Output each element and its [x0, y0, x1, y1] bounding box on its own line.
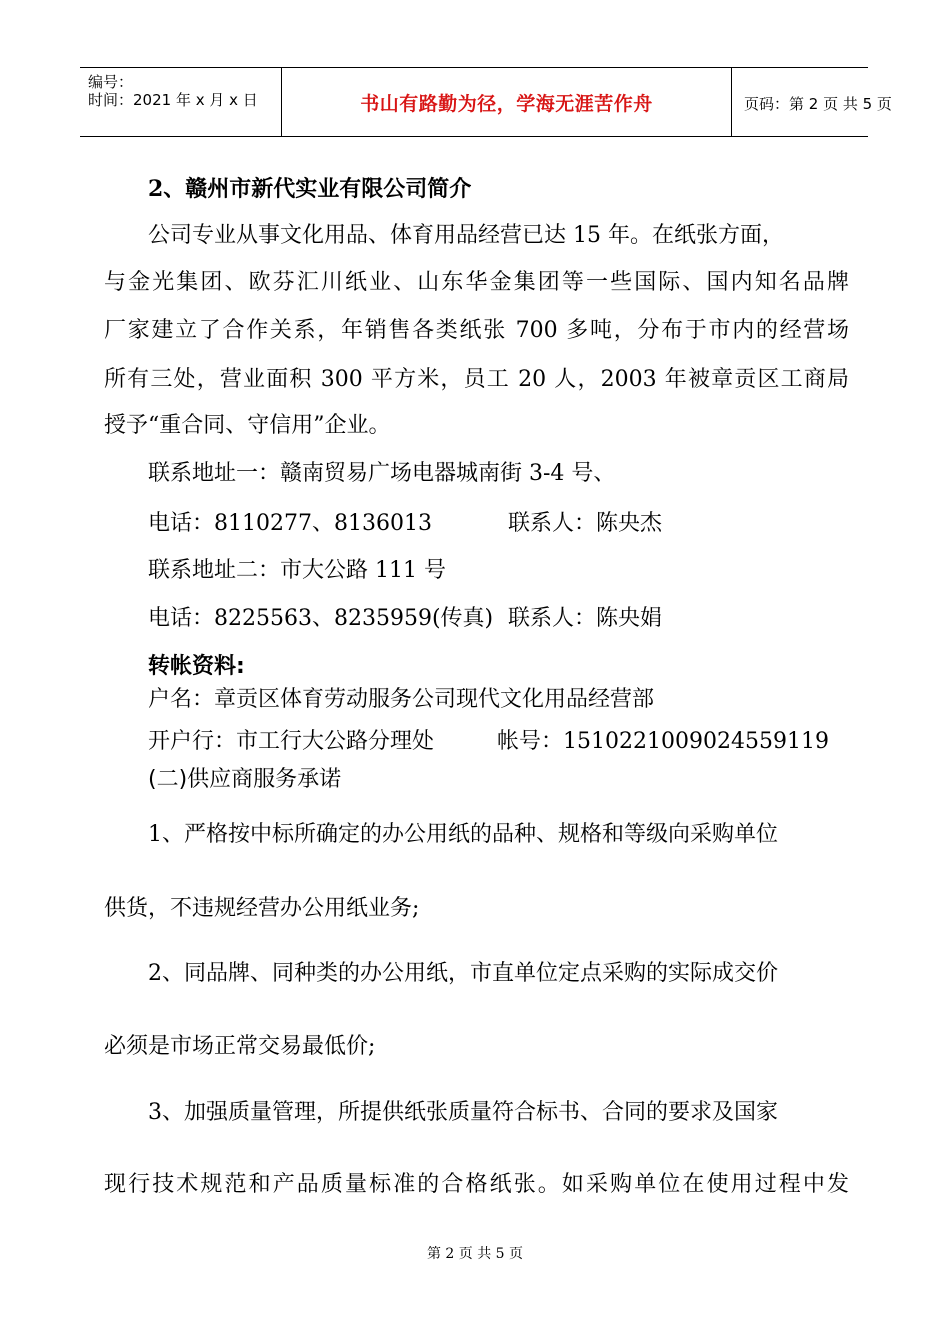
promise-line-5: 3、加强质量管理，所提供纸张质量符合标书、合同的要求及国家 [148, 1100, 778, 1125]
intro-line-3: 厂家建立了合作关系，年销售各类纸张 700 多吨，分布于市内的经营场 [104, 318, 849, 343]
promise-line-4: 必须是市场正常交易最低价; [104, 1034, 376, 1059]
contact-person-1: 联系人：陈央杰 [508, 511, 663, 536]
header-page-cell [732, 68, 892, 136]
intro-line-5: 授予“重合同、守信用”企业。 [104, 413, 391, 438]
contact-address-1: 联系地址一：赣南贸易广场电器城南街 3-4 号、 [148, 461, 616, 486]
intro-line-2: 与金光集团、欧芬汇川纸业、山东华金集团等一些国际、国内知名品牌 [104, 270, 849, 295]
intro-line-4: 所有三处，营业面积 300 平方米，员工 20 人，2003 年被章贡区工商局 [104, 367, 849, 392]
contact-person-2: 联系人：陈央娟 [508, 606, 663, 631]
contact-phone-1: 电话：8110277、8136013 [148, 511, 432, 536]
document-number-label: 编号： [88, 73, 134, 91]
promise-line-2: 供货，不违规经营办公用纸业务; [104, 896, 420, 921]
promise-line-6: 现行技术规范和产品质量标准的合格纸张。如采购单位在使用过程中发 [104, 1172, 849, 1197]
promise-line-3: 2、同品牌、同种类的办公用纸，市直单位定点采购的实际成交价 [148, 961, 778, 986]
page-footer: 第 2 页 共 5 页 [426, 1246, 524, 1262]
transfer-title: 转帐资料: [148, 654, 245, 679]
account-name: 户名：章贡区体育劳动服务公司现代文化用品经营部 [148, 687, 655, 712]
promise-line-1: 1、严格按中标所确定的办公用纸的品种、规格和等级向采购单位 [148, 822, 778, 847]
bank-name: 开户行：市工行大公路分理处 [148, 729, 435, 754]
header-page-number: 页码：第 2 页 共 5 页 [744, 95, 892, 113]
header-motto: 书山有路勤为径，学海无涯苦作舟 [360, 93, 653, 115]
promise-title: (二)供应商服务承诺 [148, 767, 342, 792]
intro-line-1: 公司专业从事文化用品、体育用品经营已达 15 年。在纸张方面， [148, 223, 784, 248]
page-header [80, 67, 892, 137]
header-info-cell [80, 68, 281, 136]
account-number: 帐号：1510221009024559119 [497, 729, 829, 754]
header-motto-cell [281, 68, 732, 136]
contact-address-2: 联系地址二：市大公路 111 号 [148, 558, 446, 583]
document-time-label: 时间：2021 年 x 月 x 日 [88, 91, 258, 109]
contact-phone-2: 电话：8225563、8235959(传真) [148, 606, 494, 631]
section-title: 2、赣州市新代实业有限公司简介 [148, 176, 472, 202]
